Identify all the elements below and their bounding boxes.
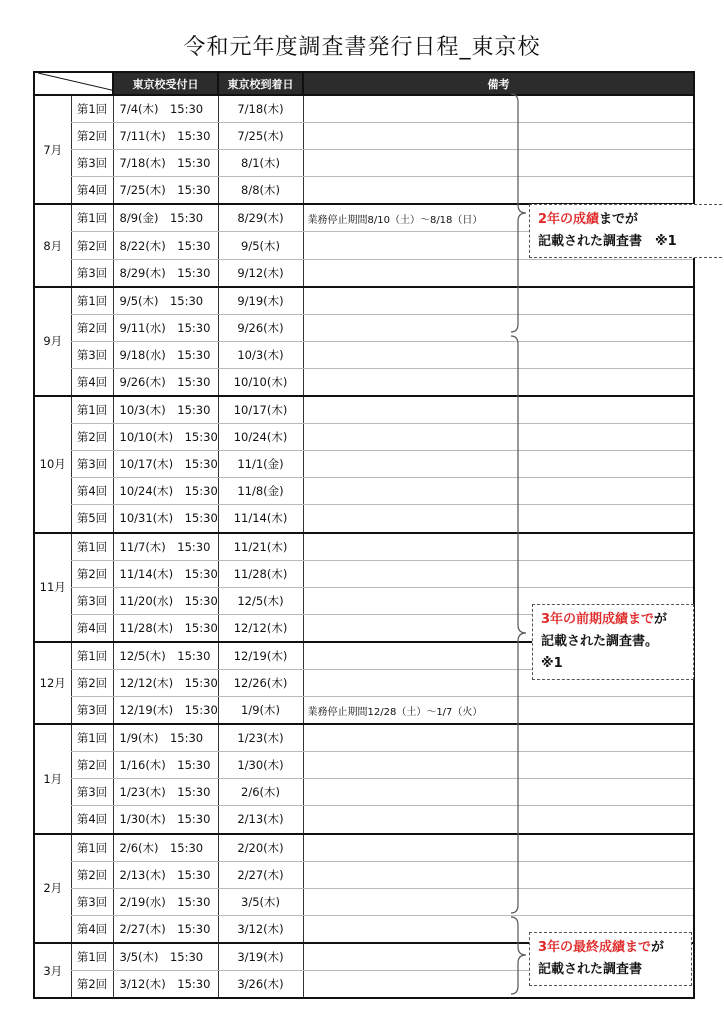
receive-date: 11/28(木) 15:30 [113, 614, 218, 642]
arrive-date: 9/12(木) [218, 259, 303, 287]
receive-date: 9/18(水) 15:30 [113, 341, 218, 368]
receive-date: 12/19(木) 15:30 [113, 697, 218, 725]
round-label: 第4回 [71, 806, 113, 834]
round-label: 第2回 [71, 424, 113, 451]
receive-date: 7/11(木) 15:30 [113, 123, 218, 150]
callout-grade3-final [529, 932, 692, 986]
arrive-date: 7/25(木) [218, 123, 303, 150]
round-label: 第1回 [71, 642, 113, 670]
arrive-date: 8/29(木) [218, 204, 303, 232]
callout-grade3-final-line2: 記載された調査書 [538, 962, 643, 977]
receive-date: 11/7(木) 15:30 [113, 533, 218, 561]
arrive-date: 3/12(木) [218, 915, 303, 943]
receive-date: 1/16(木) 15:30 [113, 752, 218, 779]
arrive-date: 1/30(木) [218, 752, 303, 779]
arrive-date: 12/5(木) [218, 587, 303, 614]
round-label: 第4回 [71, 478, 113, 505]
round-label: 第3回 [71, 150, 113, 177]
receive-date: 9/11(水) 15:30 [113, 314, 218, 341]
round-label: 第2回 [71, 314, 113, 341]
arrive-date: 8/1(木) [218, 150, 303, 177]
round-label: 第3回 [71, 779, 113, 806]
callout-grade3-final-suffix: が [651, 940, 665, 955]
arrive-date: 9/19(木) [218, 287, 303, 315]
round-label: 第5回 [71, 505, 113, 533]
month-label: 11月 [34, 533, 71, 642]
month-label: 12月 [34, 642, 71, 724]
brace-third [511, 917, 526, 994]
month-label: 3月 [34, 943, 71, 998]
note-text: 業務停止期間8/10（土）〜8/18（日） [303, 204, 694, 232]
round-label: 第3回 [71, 259, 113, 287]
arrive-date: 12/12(木) [218, 614, 303, 642]
round-label: 第1回 [71, 396, 113, 424]
round-label: 第3回 [71, 587, 113, 614]
receive-date: 1/9(木) 15:30 [113, 724, 218, 752]
round-label: 第3回 [71, 341, 113, 368]
receive-date: 10/17(木) 15:30 [113, 451, 218, 478]
arrive-date: 1/9(木) [218, 697, 303, 725]
round-label: 第1回 [71, 95, 113, 123]
round-label: 第2回 [71, 669, 113, 696]
receive-date: 1/23(木) 15:30 [113, 779, 218, 806]
callout-grade3-first-term-line2: 記載された調査書。 [541, 634, 659, 649]
round-label: 第2回 [71, 560, 113, 587]
arrive-date: 2/27(木) [218, 861, 303, 888]
round-label: 第4回 [71, 177, 113, 205]
arrive-date: 11/8(金) [218, 478, 303, 505]
receive-date: 7/25(木) 15:30 [113, 177, 218, 205]
receive-date: 9/5(木) 15:30 [113, 287, 218, 315]
callout-grade3-final-highlight: 3年の最終成績まで [538, 940, 652, 955]
callout-grade3-first-term-highlight: 3年の前期成績まで [541, 612, 655, 627]
month-label: 9月 [34, 287, 71, 396]
arrive-date: 10/17(木) [218, 396, 303, 424]
receive-date: 3/5(木) 15:30 [113, 943, 218, 971]
callout-grade2 [529, 204, 724, 258]
round-label: 第1回 [71, 834, 113, 862]
round-label: 第3回 [71, 888, 113, 915]
receive-date: 2/27(木) 15:30 [113, 915, 218, 943]
callout-grade3-first-term-suffix: が [654, 612, 668, 627]
round-label: 第3回 [71, 697, 113, 725]
round-label: 第2回 [71, 123, 113, 150]
arrive-date: 2/6(木) [218, 779, 303, 806]
round-label: 第1回 [71, 724, 113, 752]
receive-date: 11/20(水) 15:30 [113, 587, 218, 614]
round-label: 第1回 [71, 204, 113, 232]
arrive-date: 10/3(木) [218, 341, 303, 368]
receive-date: 10/24(木) 15:30 [113, 478, 218, 505]
round-label: 第2回 [71, 861, 113, 888]
round-label: 第2回 [71, 752, 113, 779]
round-label: 第2回 [71, 971, 113, 999]
arrive-date: 3/5(木) [218, 888, 303, 915]
month-label: 10月 [34, 396, 71, 532]
receive-date: 11/14(木) 15:30 [113, 560, 218, 587]
receive-date: 10/31(木) 15:30 [113, 505, 218, 533]
month-label: 1月 [34, 724, 71, 833]
receive-date: 2/19(水) 15:30 [113, 888, 218, 915]
month-label: 8月 [34, 204, 71, 286]
round-label: 第1回 [71, 533, 113, 561]
callout-grade2-highlight: 2年の成績 [538, 212, 600, 227]
receive-date: 8/22(木) 15:30 [113, 232, 218, 259]
arrive-date: 9/5(木) [218, 232, 303, 259]
brace-second [511, 336, 526, 913]
callout-grade3-first-term-line3: ※1 [541, 656, 563, 671]
month-label: 2月 [34, 834, 71, 943]
arrive-date: 11/1(金) [218, 451, 303, 478]
receive-date: 8/9(金) 15:30 [113, 204, 218, 232]
brace-first [511, 94, 526, 332]
arrive-date: 7/18(木) [218, 95, 303, 123]
round-label: 第4回 [71, 614, 113, 642]
arrive-date: 11/28(木) [218, 560, 303, 587]
round-label: 第1回 [71, 287, 113, 315]
callout-grade2-line2: 記載された調査書 ※1 [538, 234, 677, 249]
receive-date: 7/18(木) 15:30 [113, 150, 218, 177]
callout-grade3-first-term [532, 604, 694, 680]
arrive-date: 10/24(木) [218, 424, 303, 451]
page-title: 令和元年度調査書発行日程_東京校 [183, 35, 541, 60]
receive-date: 8/29(木) 15:30 [113, 259, 218, 287]
arrive-date: 12/19(木) [218, 642, 303, 670]
header-receive: 東京校受付日 [113, 72, 218, 95]
receive-date: 1/30(木) 15:30 [113, 806, 218, 834]
receive-date: 9/26(木) 15:30 [113, 368, 218, 396]
receive-date: 3/12(木) 15:30 [113, 971, 218, 999]
receive-date: 2/6(木) 15:30 [113, 834, 218, 862]
receive-date: 10/10(木) 15:30 [113, 424, 218, 451]
arrive-date: 1/23(木) [218, 724, 303, 752]
receive-date: 12/12(木) 15:30 [113, 669, 218, 696]
round-label: 第2回 [71, 232, 113, 259]
header-arrive: 東京校到着日 [218, 72, 303, 95]
receive-date: 7/4(木) 15:30 [113, 95, 218, 123]
receive-date: 2/13(木) 15:30 [113, 861, 218, 888]
month-label: 7月 [34, 95, 71, 204]
round-label: 第3回 [71, 451, 113, 478]
receive-date: 10/3(木) 15:30 [113, 396, 218, 424]
arrive-date: 11/21(木) [218, 533, 303, 561]
header-notes: 備考 [303, 72, 694, 95]
arrive-date: 3/19(木) [218, 943, 303, 971]
arrive-date: 3/26(木) [218, 971, 303, 999]
arrive-date: 2/20(木) [218, 834, 303, 862]
round-label: 第4回 [71, 368, 113, 396]
round-label: 第4回 [71, 915, 113, 943]
note-text: 業務停止期間12/28（土）〜1/7（火） [303, 697, 694, 725]
receive-date: 12/5(木) 15:30 [113, 642, 218, 670]
arrive-date: 10/10(木) [218, 368, 303, 396]
arrive-date: 2/13(木) [218, 806, 303, 834]
arrive-date: 8/8(木) [218, 177, 303, 205]
arrive-date: 9/26(木) [218, 314, 303, 341]
round-label: 第1回 [71, 943, 113, 971]
callout-grade2-suffix: までが [599, 212, 639, 227]
arrive-date: 12/26(木) [218, 669, 303, 696]
arrive-date: 11/14(木) [218, 505, 303, 533]
